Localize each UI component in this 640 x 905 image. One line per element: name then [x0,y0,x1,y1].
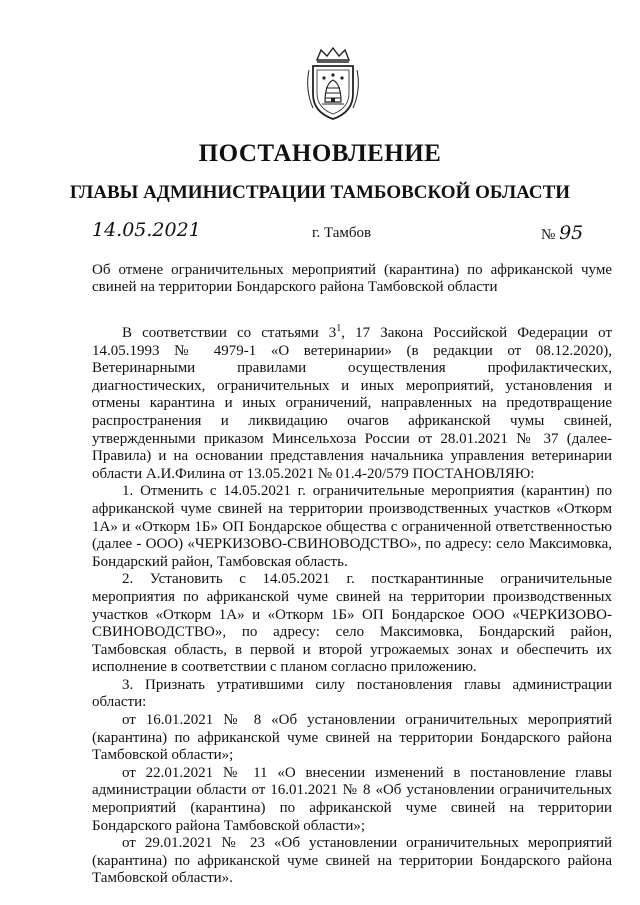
document-subtitle: ГЛАВЫ АДМИНИСТРАЦИИ ТАМБОВСКОЙ ОБЛАСТИ [69,182,571,203]
intro-text-a: В соответствии со статьями 3 [122,325,337,341]
document-body [92,320,612,888]
document-title: ПОСТАНОВЛЕНИЕ [198,140,442,167]
intro-superscript: 1 [336,323,342,334]
item-3c: от 29.01.2021 № 23 «Об установлении ограничительных мероприятий (карантина) по африканской чуме свиней на территории Бондарского района Тамбовской области». [92,835,612,887]
coat-of-arms-emblem [303,46,363,122]
item-3b: от 22.01.2021 № 11 «О внесении изменений в постановление главы администрации области от 16.01.2021 № 8 «Об установлении ограничительных мероприятий (карантина) по африканской чуме свиней на территории Бондарского района Тамбовской области»; [92,764,612,834]
document-date: 14.05.2021 [92,219,201,241]
document-subject: Об отмене ограничительных мероприятий (карантина) по африканской чуме свиней на территории Бондарского района Тамбовской области [92,262,612,295]
dateline [0,219,640,252]
number-label: № [541,227,556,243]
intro-paragraph [92,320,612,483]
item-3a: от 16.01.2021 № 8 «Об установлении ограничительных мероприятий (карантина) по африканской чуме свиней на территории Бондарского района Тамбовской области»; [92,712,612,764]
number-value: 95 [559,222,584,244]
item-3: 3. Признать утратившими силу постановления главы администрации области: [92,676,612,711]
item-2: 2. Установить с 14.05.2021 г. посткарантинные ограничительные мероприятия по африканской чуме свиней на территории производственных участков «Откорм 1А» и «Откорм 1Б» ОП Бондарское ООО «ЧЕРКИЗОВО-СВИНОВОДСТВО», по адресу: село Максимовка, Бондарский район, Тамбовская область, в первой и второй угрожаемых зонах и обеспечить их исполнение в соответствии с планом согласно приложению. [92,571,612,676]
intro-text-b: , 17 Закона Российской Федерации от 14.05.1993 № 4979-1 «О ветеринарии» (в редакции от 08.12.2020), Ветеринарными правилами осуществления профилактических, диагностических, ограничительных и иных мероприятий, установления и отмены карантина и иных ограничений, направленных на предотвращение распространения и ликвидацию очагов африканской чумы свиней, утвержденными приказом Минсельхоза России от 28.01.2021 № 37 (далее-Правила) и на основании представления начальника управления ветеринарии области А.И.Филина от 13.05.2021 № 01.4-20/579 ПОСТАНОВЛЯЮ: [92,325,612,482]
document-city: г. Тамбов [312,225,372,241]
item-1: 1. Отменить с 14.05.2021 г. ограничительные мероприятия (карантин) по африканской чуме свиней на территории производственных участков «Откорм 1А» и «Откорм 1Б» ОП Бондарское общества с ограниченной ответственностью (далее - ООО) «ЧЕРКИЗОВО-СВИНОВОДСТВО», по адресу: село Максимовка, Бондарский район, Тамбовская область. [92,483,612,570]
document-number [541,222,583,244]
